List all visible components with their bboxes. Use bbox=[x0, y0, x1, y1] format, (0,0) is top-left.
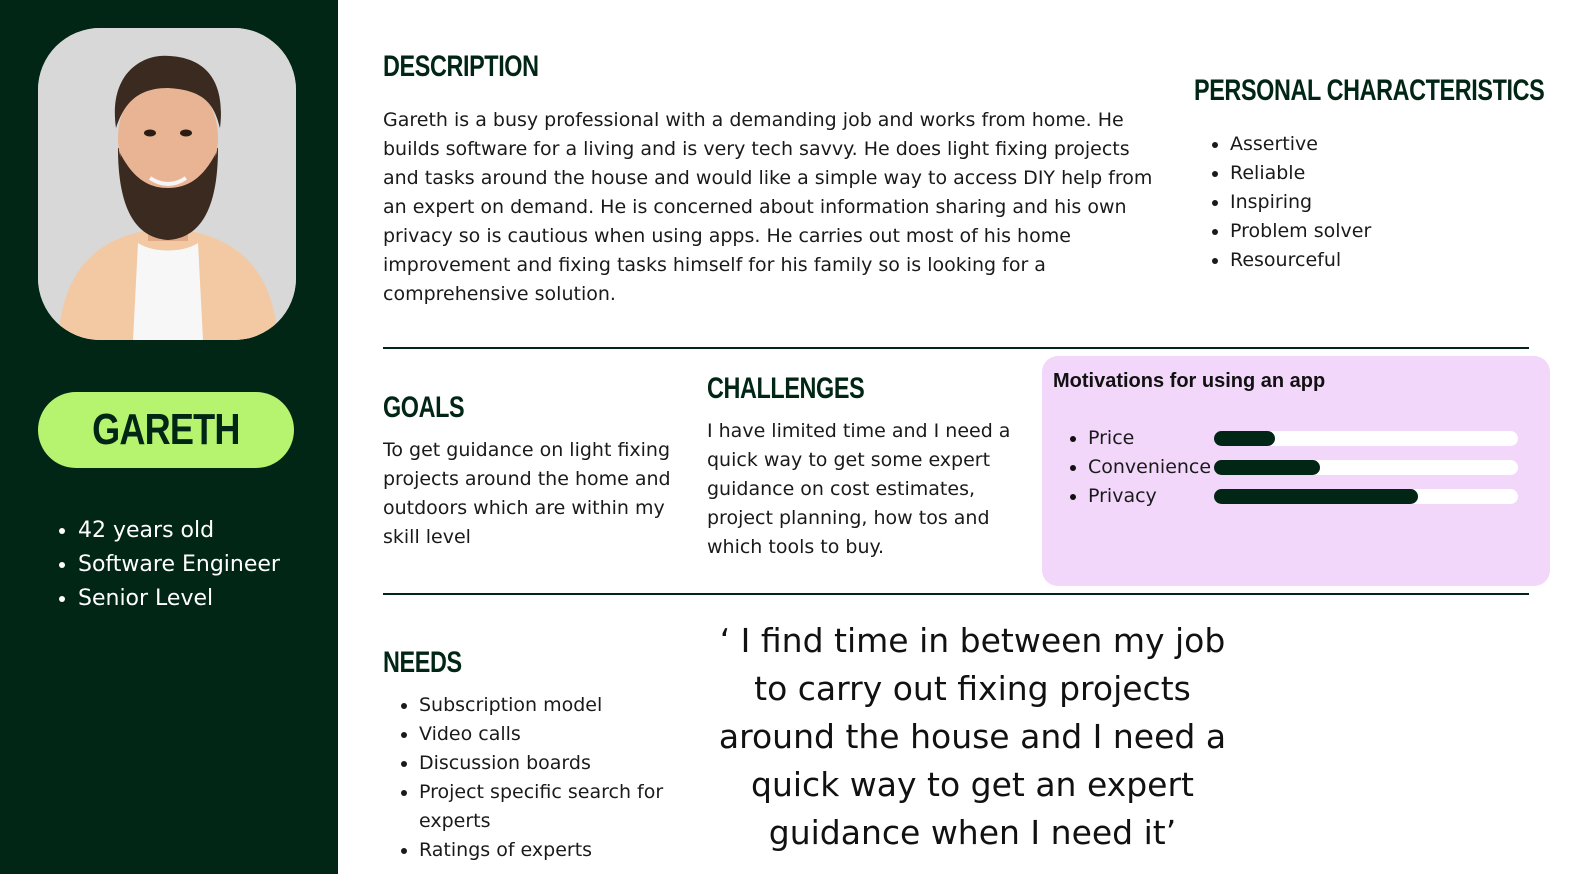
description-heading: DESCRIPTION bbox=[383, 50, 539, 83]
motivation-row-privacy bbox=[1070, 482, 1540, 511]
fact-job: • Software Engineer bbox=[78, 548, 280, 582]
name-badge bbox=[38, 392, 294, 468]
fact-level: • Senior Level bbox=[78, 582, 280, 616]
profile-sidebar bbox=[0, 0, 338, 874]
bullet-icon bbox=[1070, 436, 1076, 442]
motivation-fill bbox=[1214, 489, 1418, 504]
persona-quote: ‘ I find time in between my job to carry out fixing projects around the house and I need a quick way to get an expert guidance when I need it’ bbox=[718, 621, 1227, 852]
motivation-row-convenience bbox=[1070, 453, 1540, 482]
description-text: Gareth is a busy professional with a demanding job and works from home. He builds software for a living and is very tech savvy. He does light fixing projects and tasks around the house and would like a simple way to access DIY help from an expert on demand. He is concerned about information sharing and his own privacy so is cautious when using apps. He carries out most of his home improvement and fixing tasks himself for his family so is looking for a comprehensive solution. bbox=[383, 109, 1153, 305]
need-item: • Project specific search for experts bbox=[419, 778, 709, 836]
need-item: • Subscription model bbox=[419, 691, 709, 720]
motivation-track bbox=[1214, 460, 1518, 475]
challenges-heading: CHALLENGES bbox=[707, 372, 865, 405]
divider-bottom bbox=[383, 593, 1529, 595]
profile-facts bbox=[56, 514, 280, 616]
characteristic-item: • Resourceful bbox=[1230, 246, 1371, 275]
characteristic-item: • Assertive bbox=[1230, 130, 1371, 159]
characteristic-item: • Inspiring bbox=[1230, 188, 1371, 217]
motivation-track bbox=[1214, 489, 1518, 504]
motivation-track bbox=[1214, 431, 1518, 446]
motivations-title: Motivations for using an app bbox=[1053, 370, 1326, 392]
characteristic-item: • Reliable bbox=[1230, 159, 1371, 188]
challenges-text: I have limited time and I need a quick way to get some expert guidance on cost estimates, project planning, how tos and which tools to buy. bbox=[707, 420, 1011, 558]
characteristic-item: • Problem solver bbox=[1230, 217, 1371, 246]
needs-heading: NEEDS bbox=[383, 646, 462, 679]
motivation-row-price bbox=[1070, 424, 1540, 453]
needs-list bbox=[383, 691, 709, 865]
goals-heading: GOALS bbox=[383, 391, 465, 424]
divider-top bbox=[383, 347, 1529, 349]
profile-photo bbox=[38, 28, 296, 340]
characteristics-list bbox=[1194, 130, 1371, 275]
goals-text: To get guidance on light fixing projects around the home and outdoors which are within my skill level bbox=[383, 439, 671, 548]
need-item: • Discussion boards bbox=[419, 749, 709, 778]
bullet-icon bbox=[1070, 465, 1076, 471]
need-item: • Ratings of experts bbox=[419, 836, 709, 865]
motivation-fill bbox=[1214, 431, 1275, 446]
need-item: • Video calls bbox=[419, 720, 709, 749]
motivation-label: Convenience bbox=[1088, 456, 1212, 478]
motivation-label: Price bbox=[1088, 427, 1135, 449]
motivations-card bbox=[1042, 356, 1550, 586]
persona-name: GARETH bbox=[92, 405, 240, 454]
motivation-fill bbox=[1214, 460, 1320, 475]
bullet-icon bbox=[1070, 494, 1076, 500]
characteristics-heading: PERSONAL CHARACTERISTICS bbox=[1194, 74, 1545, 107]
motivation-label: Privacy bbox=[1088, 485, 1157, 507]
fact-age: • 42 years old bbox=[78, 514, 280, 548]
